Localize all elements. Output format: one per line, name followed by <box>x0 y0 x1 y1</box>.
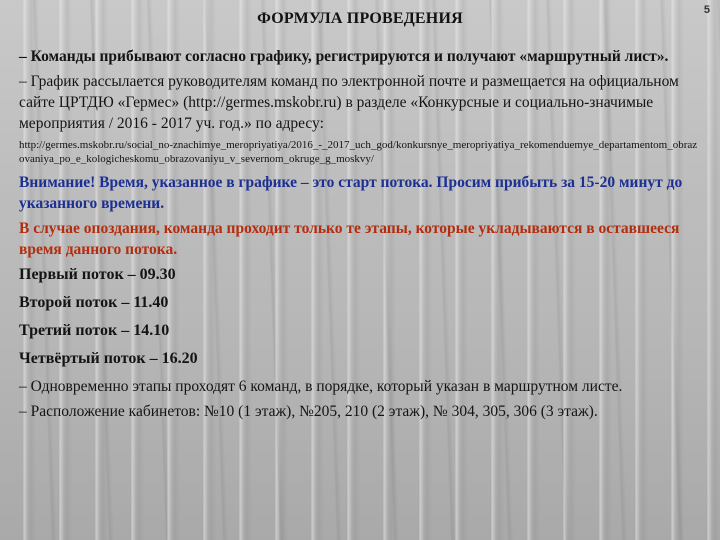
stream-item: Первый поток – 09.30 <box>19 266 176 283</box>
stream-list <box>19 264 699 370</box>
teams-paragraph: – Команды прибывают согласно графику, регистрируются и получают «маршрутный лист». <box>19 48 669 65</box>
schedule-url[interactable]: http://germes.mskobr.ru/social_no-znachimye_meropriyatiya/2016_-_2017_uch_god/konkursnye_meropriyatiya_rekomenduemye_departamentom_obrazovaniya_po_e_kologicheskomu_obrazovaniyu_v_severnom_okruge_g_moskvy/ <box>19 139 698 165</box>
slide-content <box>19 46 699 426</box>
slide-number: 5 <box>703 4 710 16</box>
stream-item: Третий поток – 14.10 <box>19 322 170 339</box>
stream-item: Второй поток – 11.40 <box>19 294 169 311</box>
stream-item: Четвёртый поток – 16.20 <box>19 350 198 367</box>
schedule-paragraph: – График рассылается руководителям команд по электронной почте и размещается на официальном сайте ЦРТДЮ «Гермес» (http://germes.mskobr.ru) в разделе «Конкурсные и социально-значимые мероприятия / 2016 - 2017 уч. год.» по адресу: <box>19 73 679 132</box>
late-paragraph: В случае опоздания, команда проходит только те этапы, которые укладываются в оставшееся время данного потока. <box>19 220 680 258</box>
attention-paragraph: Внимание! Время, указанное в графике – это старт потока. Просим прибыть за 15-20 минут до указанного времени. <box>19 174 683 212</box>
rooms-paragraph: – Расположение кабинетов: №10 (1 этаж), №205, 210 (2 этаж), № 304, 305, 306 (3 этаж). <box>19 403 598 420</box>
simultaneous-paragraph: – Одновременно этапы проходят 6 команд, в порядке, который указан в маршрутном листе. <box>19 378 623 395</box>
page-title: ФОРМУЛА ПРОВЕДЕНИЯ <box>257 10 463 27</box>
